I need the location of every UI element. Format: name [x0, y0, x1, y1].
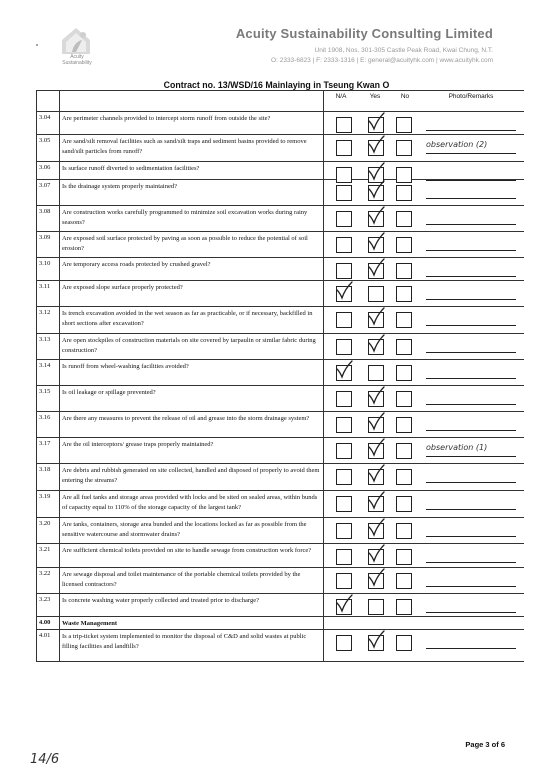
item-question: Is the drainage system properly maintained? — [60, 180, 324, 206]
item-question: Are tanks, containers, storage area bunded and the locations locked as far as possible from the sensitive watercourse and stormwater drains? — [60, 518, 324, 544]
na-cell — [324, 568, 359, 594]
na-checkbox[interactable] — [336, 599, 352, 615]
header-num-cell — [37, 91, 60, 112]
na-cell — [324, 307, 359, 334]
yes-checkbox[interactable] — [368, 263, 384, 279]
no-checkbox[interactable] — [396, 185, 412, 201]
item-question: Are exposed slope surface properly protected? — [60, 281, 324, 307]
remarks-line — [426, 130, 516, 131]
na-cell — [324, 112, 359, 135]
no-cell — [392, 544, 418, 568]
yes-cell — [358, 412, 392, 438]
yes-cell — [358, 360, 392, 386]
remarks-line — [426, 404, 516, 405]
no-cell — [392, 112, 418, 135]
remarks-line — [426, 224, 516, 225]
item-question: Is trench excavation avoided in the wet season as far as practicable, or if necessary, backfilled in short sections after excavation? — [60, 307, 324, 334]
page-number: Page 3 of 6 — [465, 740, 505, 749]
na-checkbox[interactable] — [336, 286, 352, 302]
section-remarks — [418, 617, 524, 630]
item-number: 3.22 — [37, 568, 60, 594]
yes-checkbox[interactable] — [368, 365, 384, 381]
table-row — [37, 135, 525, 162]
table-row — [37, 412, 525, 438]
yes-cell — [358, 307, 392, 334]
table-row — [37, 630, 525, 662]
remarks-cell — [418, 568, 524, 594]
remarks-cell — [418, 412, 524, 438]
company-name: Acuity Sustainability Consulting Limited — [235, 26, 493, 41]
no-cell — [392, 258, 418, 281]
remarks-line — [426, 430, 516, 431]
no-checkbox[interactable] — [396, 339, 412, 355]
yes-checkbox[interactable] — [368, 391, 384, 407]
item-number: 3.09 — [37, 232, 60, 258]
na-checkbox[interactable] — [336, 237, 352, 253]
yes-cell — [358, 594, 392, 617]
remarks-line — [426, 276, 516, 277]
item-number: 4.01 — [37, 630, 60, 662]
table-row — [37, 162, 525, 180]
remarks-cell — [418, 334, 524, 360]
item-question: Is surface runoff diverted to sedimentation facilities? — [60, 162, 324, 180]
na-checkbox[interactable] — [336, 549, 352, 565]
table-row — [37, 258, 525, 281]
table-row — [37, 334, 525, 360]
remarks-line — [426, 586, 516, 587]
na-checkbox[interactable] — [336, 635, 352, 651]
table-row — [37, 281, 525, 307]
no-checkbox[interactable] — [396, 573, 412, 589]
section-na — [324, 617, 359, 630]
na-cell — [324, 438, 359, 464]
na-cell — [324, 594, 359, 617]
na-checkbox[interactable] — [336, 417, 352, 433]
company-address — [271, 46, 493, 66]
yes-checkbox[interactable] — [368, 496, 384, 512]
table-row — [37, 438, 525, 464]
na-cell — [324, 630, 359, 662]
item-question: Are construction works carefully programmed to minimize soil excavation works during rainy seasons? — [60, 206, 324, 232]
remarks-line — [426, 509, 516, 510]
yes-checkbox[interactable] — [368, 523, 384, 539]
item-question: Are all fuel tanks and storage areas provided with locks and be sited on sealed areas, within bunds of capacity equal to 110% of the storage capacity of the largest tank? — [60, 491, 324, 518]
remarks-line — [426, 648, 516, 649]
item-number: 3.17 — [37, 438, 60, 464]
item-number: 3.20 — [37, 518, 60, 544]
item-question: Are sufficient chemical toilets provided on site to handle sewage from construction work force? — [60, 544, 324, 568]
table-row — [37, 360, 525, 386]
no-cell — [392, 438, 418, 464]
yes-cell — [358, 206, 392, 232]
yes-checkbox[interactable] — [368, 469, 384, 485]
section-title: Waste Management — [60, 617, 324, 630]
item-number: 3.19 — [37, 491, 60, 518]
no-checkbox[interactable] — [396, 417, 412, 433]
item-number: 3.13 — [37, 334, 60, 360]
na-cell — [324, 281, 359, 307]
no-checkbox[interactable] — [396, 635, 412, 651]
na-checkbox[interactable] — [336, 185, 352, 201]
yes-cell — [358, 232, 392, 258]
no-cell — [392, 412, 418, 438]
no-checkbox[interactable] — [396, 599, 412, 615]
remarks-line — [426, 299, 516, 300]
item-question: Are perimeter channels provided to intercept storm runoff from outside the site? — [60, 112, 324, 135]
no-cell — [392, 386, 418, 412]
na-checkbox[interactable] — [336, 573, 352, 589]
no-checkbox[interactable] — [396, 117, 412, 133]
remarks-cell — [418, 518, 524, 544]
yes-cell — [358, 281, 392, 307]
yes-checkbox[interactable] — [368, 286, 384, 302]
remarks-line — [426, 612, 516, 613]
item-question: Is runoff from wheel-washing facilities avoided? — [60, 360, 324, 386]
logo-text-line-1: Acuity — [70, 54, 84, 60]
na-cell — [324, 162, 359, 180]
na-cell — [324, 135, 359, 162]
remarks-line — [426, 562, 516, 563]
yes-cell — [358, 491, 392, 518]
yes-cell — [358, 180, 392, 206]
na-checkbox[interactable] — [336, 117, 352, 133]
remark-text: observation (1) — [426, 443, 488, 452]
item-number: 3.06 — [37, 162, 60, 180]
header-question-cell — [60, 91, 324, 112]
section-row — [37, 617, 525, 630]
remarks-line — [426, 456, 516, 457]
item-number: 3.04 — [37, 112, 60, 135]
remarks-cell — [418, 112, 524, 135]
remarks-line — [426, 325, 516, 326]
no-cell — [392, 135, 418, 162]
item-number: 3.16 — [37, 412, 60, 438]
yes-cell — [358, 386, 392, 412]
section-yes — [358, 617, 392, 630]
item-number: 3.18 — [37, 464, 60, 491]
yes-cell — [358, 112, 392, 135]
item-question: Are sewage disposal and toilet maintenance of the portable chemical toilets provided by the licensed contractors? — [60, 568, 324, 594]
remarks-cell — [418, 491, 524, 518]
yes-checkbox[interactable] — [368, 237, 384, 253]
yes-checkbox[interactable] — [368, 635, 384, 651]
margin-mark — [36, 44, 38, 46]
no-cell — [392, 360, 418, 386]
yes-cell — [358, 135, 392, 162]
na-checkbox[interactable] — [336, 312, 352, 328]
table-row — [37, 518, 525, 544]
item-question: Is oil leakage or spillage prevented? — [60, 386, 324, 412]
no-checkbox[interactable] — [396, 140, 412, 156]
item-question: Are open stockpiles of construction materials on site covered by tarpaulin or similar fabric during construction? — [60, 334, 324, 360]
remarks-cell — [418, 180, 524, 206]
no-cell — [392, 518, 418, 544]
yes-cell — [358, 258, 392, 281]
remarks-cell — [418, 232, 524, 258]
no-cell — [392, 232, 418, 258]
no-checkbox[interactable] — [396, 443, 412, 459]
item-number: 3.07 — [37, 180, 60, 206]
na-cell — [324, 360, 359, 386]
section-number: 4.00 — [37, 617, 60, 630]
no-cell — [392, 206, 418, 232]
address-line-2: O: 2333-6823 | F: 2333-1316 | E: general@acuityhk.com | www.acuityhk.com — [271, 57, 493, 64]
remarks-cell — [418, 281, 524, 307]
table-row — [37, 568, 525, 594]
no-checkbox[interactable] — [396, 469, 412, 485]
item-question: Is concrete washing water properly collected and treated prior to discharge? — [60, 594, 324, 617]
remarks-line — [426, 153, 516, 154]
no-checkbox[interactable] — [396, 263, 412, 279]
remarks-cell — [418, 360, 524, 386]
na-checkbox[interactable] — [336, 211, 352, 227]
table-row — [37, 112, 525, 135]
item-question: Are exposed soil surface protected by paving as soon as possible to reduce the potential of soil erosion? — [60, 232, 324, 258]
no-cell — [392, 162, 418, 180]
remarks-cell — [418, 544, 524, 568]
yes-checkbox[interactable] — [368, 599, 384, 615]
remarks-line — [426, 198, 516, 199]
na-checkbox[interactable] — [336, 469, 352, 485]
na-cell — [324, 258, 359, 281]
remarks-cell — [418, 307, 524, 334]
no-cell — [392, 334, 418, 360]
item-number: 3.10 — [37, 258, 60, 281]
item-question: Are sand/silt removal facilities such as sand/silt traps and sediment basins provided to remove sand/silt particles from runoff? — [60, 135, 324, 162]
na-checkbox[interactable] — [336, 339, 352, 355]
item-number: 3.08 — [37, 206, 60, 232]
item-question: Are there any measures to prevent the release of oil and grease into the storm drainage system? — [60, 412, 324, 438]
yes-cell — [358, 334, 392, 360]
no-cell — [392, 180, 418, 206]
item-question: Are the oil interceptors/ grease traps properly maintained? — [60, 438, 324, 464]
remarks-cell — [418, 135, 524, 162]
no-checkbox[interactable] — [396, 496, 412, 512]
item-number: 3.05 — [37, 135, 60, 162]
yes-cell — [358, 464, 392, 491]
no-cell — [392, 630, 418, 662]
table-row — [37, 464, 525, 491]
remarks-line — [426, 250, 516, 251]
item-number: 3.15 — [37, 386, 60, 412]
section-no — [392, 617, 418, 630]
remarks-cell — [418, 464, 524, 491]
na-checkbox[interactable] — [336, 140, 352, 156]
na-checkbox[interactable] — [336, 365, 352, 381]
remarks-cell — [418, 206, 524, 232]
remarks-line — [426, 352, 516, 353]
remarks-line — [426, 378, 516, 379]
na-checkbox[interactable] — [336, 391, 352, 407]
yes-checkbox[interactable] — [368, 417, 384, 433]
no-cell — [392, 594, 418, 617]
contract-title: Contract no. 13/WSD/16 Mainlaying in Tseung Kwan O — [163, 80, 390, 90]
table-row — [37, 544, 525, 568]
yes-checkbox[interactable] — [368, 140, 384, 156]
no-checkbox[interactable] — [396, 549, 412, 565]
yes-cell — [358, 568, 392, 594]
item-number: 3.23 — [37, 594, 60, 617]
table-row — [37, 232, 525, 258]
yes-cell — [358, 630, 392, 662]
yes-cell — [358, 438, 392, 464]
table-row — [37, 307, 525, 334]
na-cell — [324, 491, 359, 518]
item-number: 3.21 — [37, 544, 60, 568]
na-cell — [324, 386, 359, 412]
na-cell — [324, 518, 359, 544]
remarks-cell — [418, 258, 524, 281]
header-remarks: Photo/Remarks — [418, 91, 524, 112]
yes-cell — [358, 162, 392, 180]
no-checkbox[interactable] — [396, 286, 412, 302]
table-row — [37, 491, 525, 518]
remarks-line — [426, 482, 516, 483]
remarks-cell — [418, 386, 524, 412]
na-cell — [324, 544, 359, 568]
remarks-cell — [418, 630, 524, 662]
checklist-table — [36, 90, 524, 662]
yes-checkbox[interactable] — [368, 339, 384, 355]
no-cell — [392, 281, 418, 307]
yes-checkbox[interactable] — [368, 117, 384, 133]
no-cell — [392, 307, 418, 334]
table-header-row — [37, 91, 525, 112]
remark-text: observation (2) — [426, 140, 488, 149]
no-cell — [392, 491, 418, 518]
no-checkbox[interactable] — [396, 523, 412, 539]
remarks-line — [426, 536, 516, 537]
no-checkbox[interactable] — [396, 237, 412, 253]
na-cell — [324, 180, 359, 206]
na-cell — [324, 464, 359, 491]
no-checkbox[interactable] — [396, 365, 412, 381]
item-number: 3.14 — [37, 360, 60, 386]
logo-text — [52, 54, 102, 66]
na-cell — [324, 206, 359, 232]
yes-checkbox[interactable] — [368, 573, 384, 589]
table-row — [37, 180, 525, 206]
na-cell — [324, 334, 359, 360]
table-row — [37, 386, 525, 412]
item-number: 3.12 — [37, 307, 60, 334]
na-cell — [324, 232, 359, 258]
yes-checkbox[interactable] — [368, 549, 384, 565]
yes-checkbox[interactable] — [368, 211, 384, 227]
table-row — [37, 594, 525, 617]
remarks-cell — [418, 162, 524, 180]
address-line-1: Unit 1908, Nos. 301-305 Castle Peak Road, Kwai Chung, N.T. — [314, 47, 493, 54]
no-cell — [392, 464, 418, 491]
yes-cell — [358, 518, 392, 544]
remarks-cell — [418, 594, 524, 617]
no-checkbox[interactable] — [396, 391, 412, 407]
item-question: Are temporary access roads protected by crushed gravel? — [60, 258, 324, 281]
na-checkbox[interactable] — [336, 263, 352, 279]
header-no: No — [392, 91, 418, 112]
no-checkbox[interactable] — [396, 312, 412, 328]
yes-checkbox[interactable] — [368, 443, 384, 459]
remarks-cell — [418, 438, 524, 464]
na-checkbox[interactable] — [336, 496, 352, 512]
na-checkbox[interactable] — [336, 443, 352, 459]
no-checkbox[interactable] — [396, 211, 412, 227]
na-cell — [324, 412, 359, 438]
item-question: Is a trip-ticket system implemented to monitor the disposal of C&D and solid wastes at public filling facilities and landfills? — [60, 630, 324, 662]
yes-checkbox[interactable] — [368, 312, 384, 328]
item-question: Are debris and rubbish generated on site collected, handled and disposed of properly to avoid them entering the streams? — [60, 464, 324, 491]
yes-checkbox[interactable] — [368, 185, 384, 201]
table-row — [37, 206, 525, 232]
header-na: N/A — [324, 91, 359, 112]
logo-text-line-2: Sustainability — [62, 60, 92, 66]
header-yes: Yes — [358, 91, 392, 112]
no-cell — [392, 568, 418, 594]
item-number: 3.11 — [37, 281, 60, 307]
handwritten-note: 14/6 — [30, 752, 60, 767]
yes-cell — [358, 544, 392, 568]
na-checkbox[interactable] — [336, 523, 352, 539]
